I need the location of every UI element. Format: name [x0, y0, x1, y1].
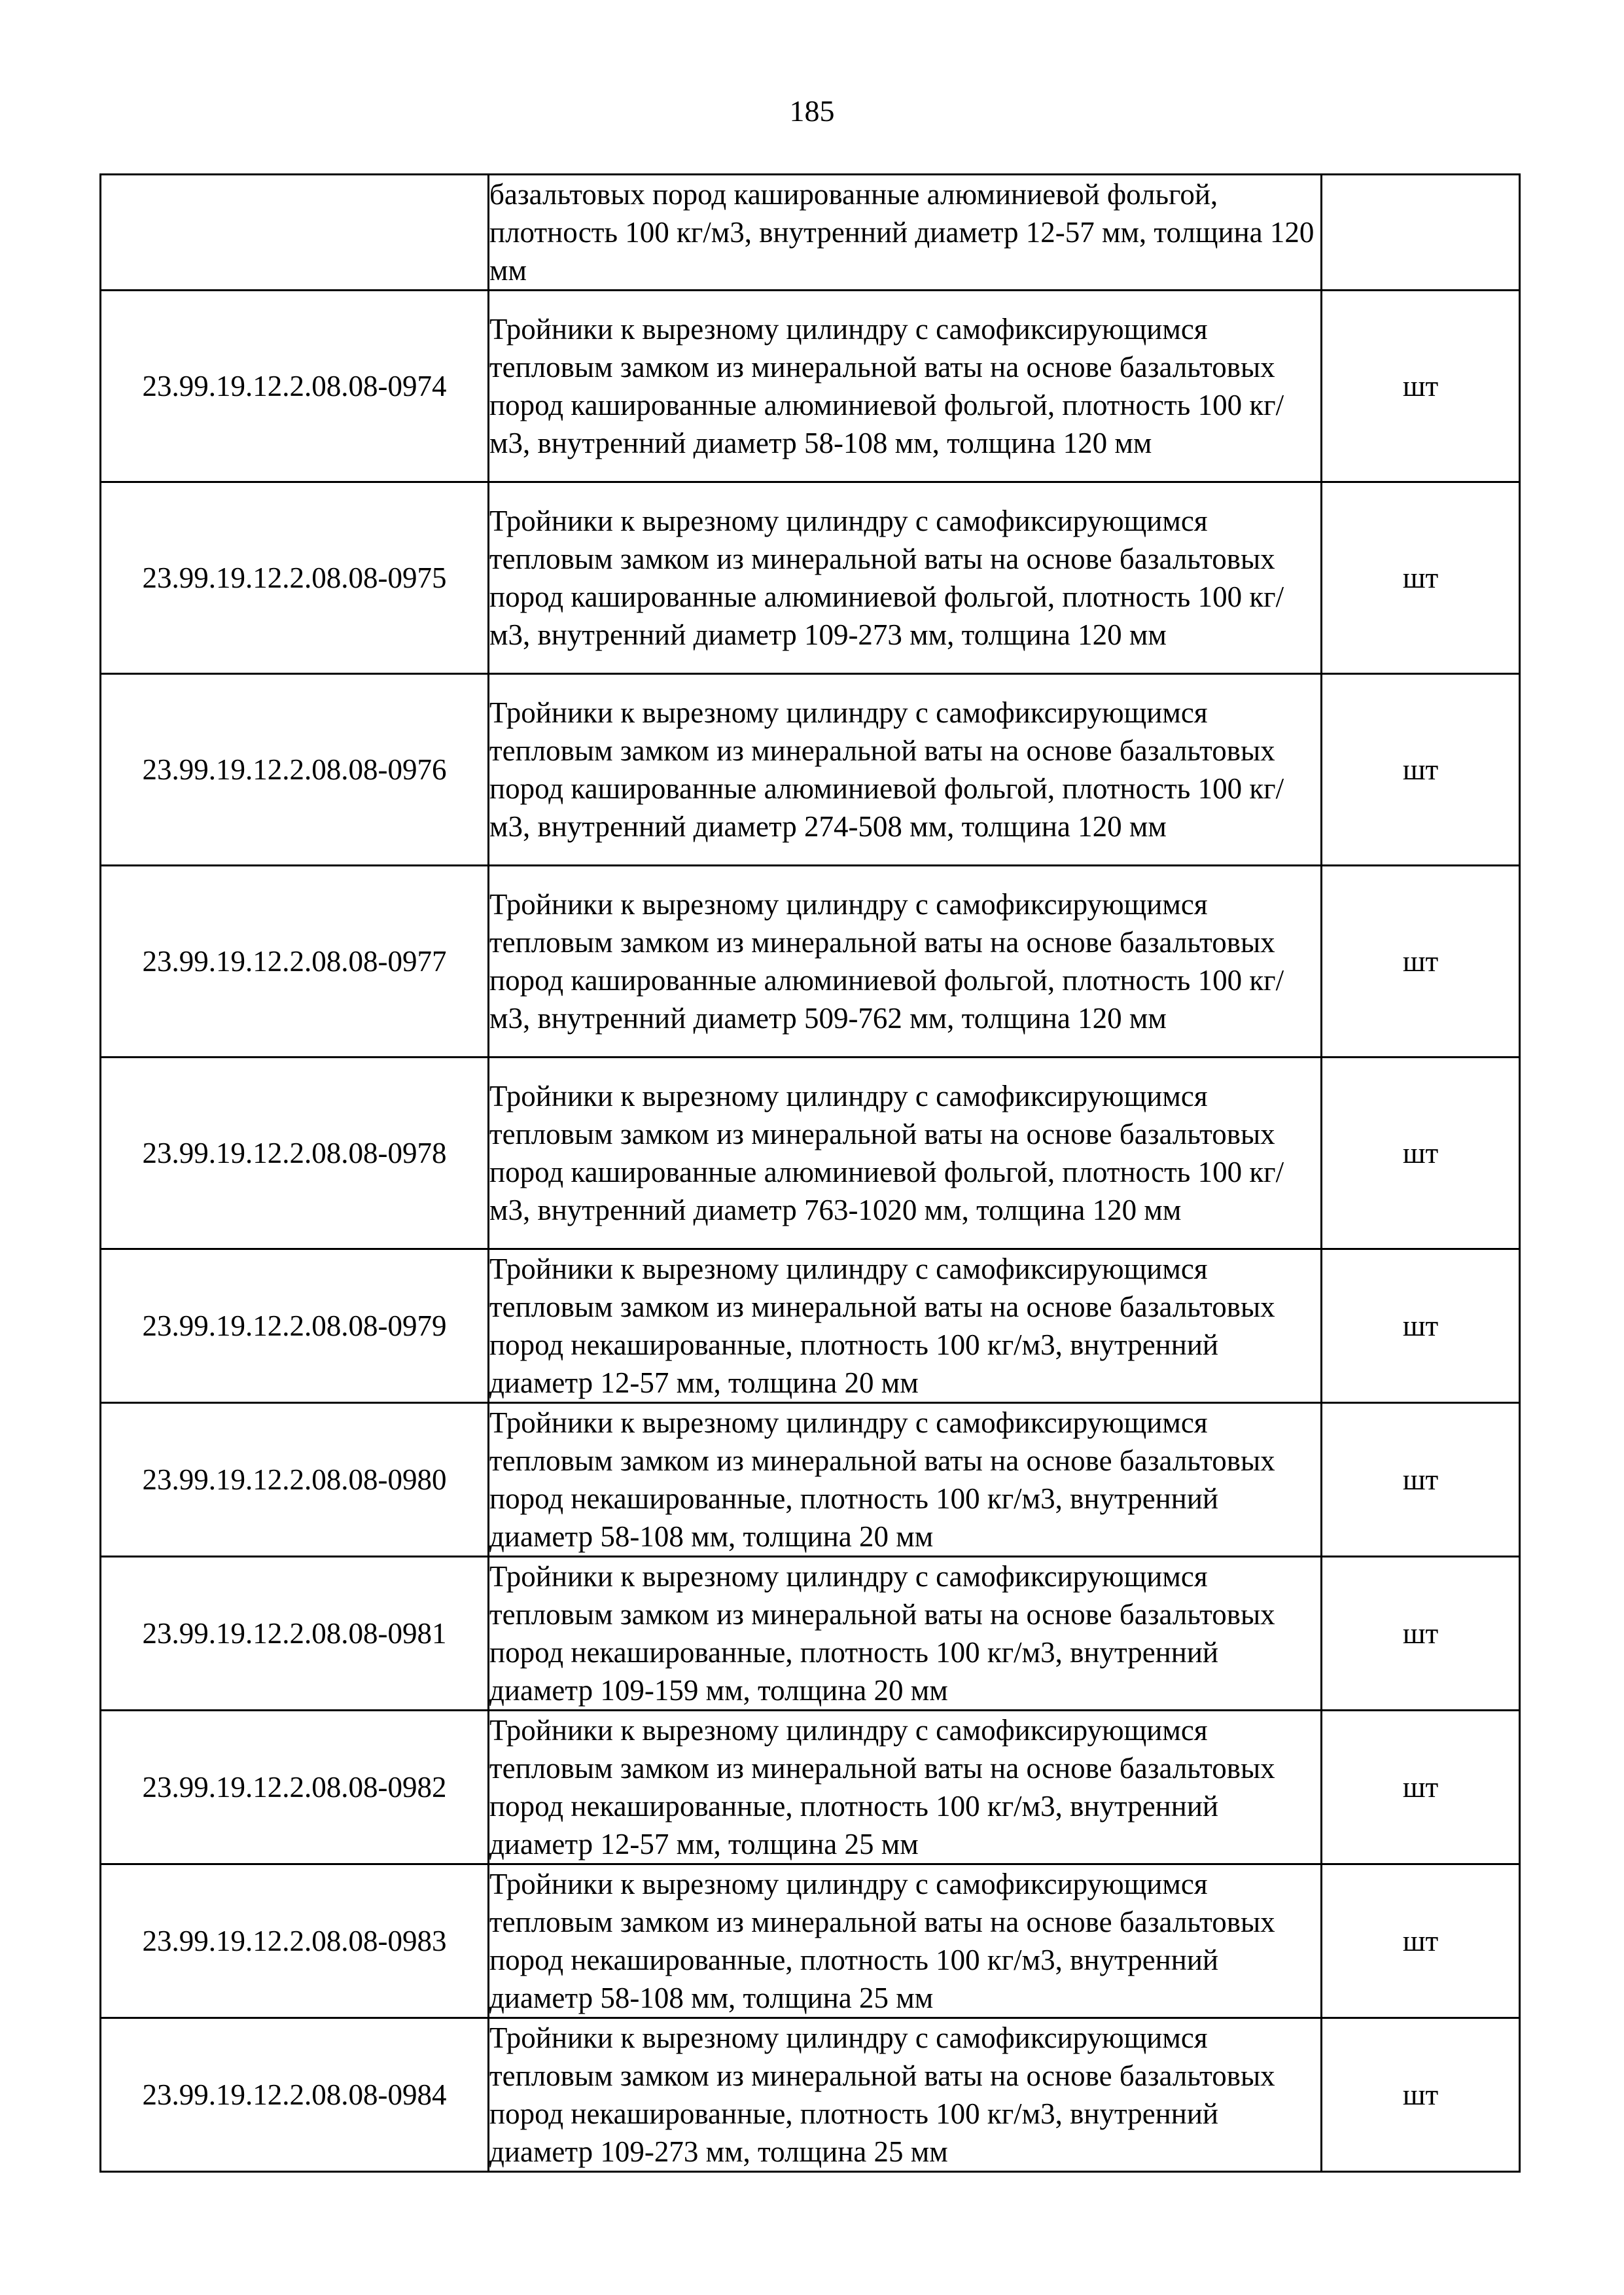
unit-cell: шт	[1322, 1058, 1520, 1249]
description-cell: Тройники к вырезному цилиндру с самофиксирующимся тепловым замком из минеральной ваты на основе базальтовых пород кашированные алюминиевой фольгой, плотность 100 кг/м3, внутренний диаметр 109-273 мм, толщина 120 мм	[489, 482, 1322, 674]
description-cell: Тройники к вырезному цилиндру с самофиксирующимся тепловым замком из минеральной ваты на основе базальтовых пород кашированные алюминиевой фольгой, плотность 100 кг/м3, внутренний диаметр 58-108 мм, толщина 120 мм	[489, 291, 1322, 482]
page-number: 185	[789, 94, 835, 128]
unit-cell: шт	[1322, 291, 1520, 482]
table-row	[101, 291, 1520, 482]
catalog-table	[99, 173, 1521, 2173]
table-row	[101, 1249, 1520, 1403]
unit-cell	[1322, 175, 1520, 291]
code-cell: 23.99.19.12.2.08.08-0974	[101, 291, 489, 482]
code-cell: 23.99.19.12.2.08.08-0983	[101, 1864, 489, 2018]
code-cell: 23.99.19.12.2.08.08-0980	[101, 1403, 489, 1557]
description-cell: Тройники к вырезному цилиндру с самофиксирующимся тепловым замком из минеральной ваты на основе базальтовых пород кашированные алюминиевой фольгой, плотность 100 кг/м3, внутренний диаметр 763-1020 мм, толщина 120 мм	[489, 1058, 1322, 1249]
code-cell: 23.99.19.12.2.08.08-0982	[101, 1711, 489, 1864]
description-cell: Тройники к вырезному цилиндру с самофиксирующимся тепловым замком из минеральной ваты на основе базальтовых пород некашированные, плотность 100 кг/м3, внутренний диаметр 58-108 мм, толщина 20 мм	[489, 1403, 1322, 1557]
code-cell: 23.99.19.12.2.08.08-0981	[101, 1557, 489, 1711]
table-row	[101, 1864, 1520, 2018]
unit-cell: шт	[1322, 674, 1520, 866]
code-cell: 23.99.19.12.2.08.08-0975	[101, 482, 489, 674]
code-cell	[101, 175, 489, 291]
table-row	[101, 2018, 1520, 2172]
description-cell: Тройники к вырезному цилиндру с самофиксирующимся тепловым замком из минеральной ваты на основе базальтовых пород некашированные, плотность 100 кг/м3, внутренний диаметр 109-159 мм, толщина 20 мм	[489, 1557, 1322, 1711]
table-row	[101, 1557, 1520, 1711]
description-cell: Тройники к вырезному цилиндру с самофиксирующимся тепловым замком из минеральной ваты на основе базальтовых пород некашированные, плотность 100 кг/м3, внутренний диаметр 12-57 мм, толщина 25 мм	[489, 1711, 1322, 1864]
unit-cell: шт	[1322, 1557, 1520, 1711]
unit-cell: шт	[1322, 2018, 1520, 2172]
table-row	[101, 674, 1520, 866]
table-row	[101, 1058, 1520, 1249]
description-cell: Тройники к вырезному цилиндру с самофиксирующимся тепловым замком из минеральной ваты на основе базальтовых пород некашированные, плотность 100 кг/м3, внутренний диаметр 109-273 мм, толщина 25 мм	[489, 2018, 1322, 2172]
unit-cell: шт	[1322, 1249, 1520, 1403]
unit-cell: шт	[1322, 482, 1520, 674]
table-row	[101, 482, 1520, 674]
unit-cell: шт	[1322, 1864, 1520, 2018]
code-cell: 23.99.19.12.2.08.08-0984	[101, 2018, 489, 2172]
table-row	[101, 1711, 1520, 1864]
code-cell: 23.99.19.12.2.08.08-0978	[101, 1058, 489, 1249]
unit-cell: шт	[1322, 1403, 1520, 1557]
description-cell: Тройники к вырезному цилиндру с самофиксирующимся тепловым замком из минеральной ваты на основе базальтовых пород некашированные, плотность 100 кг/м3, внутренний диаметр 12-57 мм, толщина 20 мм	[489, 1249, 1322, 1403]
code-cell: 23.99.19.12.2.08.08-0979	[101, 1249, 489, 1403]
description-cell: базальтовых пород кашированные алюминиевой фольгой, плотность 100 кг/м3, внутренний диаметр 12-57 мм, толщина 120 мм	[489, 175, 1322, 291]
description-cell: Тройники к вырезному цилиндру с самофиксирующимся тепловым замком из минеральной ваты на основе базальтовых пород кашированные алюминиевой фольгой, плотность 100 кг/м3, внутренний диаметр 274-508 мм, толщина 120 мм	[489, 674, 1322, 866]
code-cell: 23.99.19.12.2.08.08-0976	[101, 674, 489, 866]
table-row	[101, 866, 1520, 1058]
table-row	[101, 175, 1520, 291]
unit-cell: шт	[1322, 1711, 1520, 1864]
code-cell: 23.99.19.12.2.08.08-0977	[101, 866, 489, 1058]
table-row	[101, 1403, 1520, 1557]
unit-cell: шт	[1322, 866, 1520, 1058]
description-cell: Тройники к вырезному цилиндру с самофиксирующимся тепловым замком из минеральной ваты на основе базальтовых пород кашированные алюминиевой фольгой, плотность 100 кг/м3, внутренний диаметр 509-762 мм, толщина 120 мм	[489, 866, 1322, 1058]
description-cell: Тройники к вырезному цилиндру с самофиксирующимся тепловым замком из минеральной ваты на основе базальтовых пород некашированные, плотность 100 кг/м3, внутренний диаметр 58-108 мм, толщина 25 мм	[489, 1864, 1322, 2018]
